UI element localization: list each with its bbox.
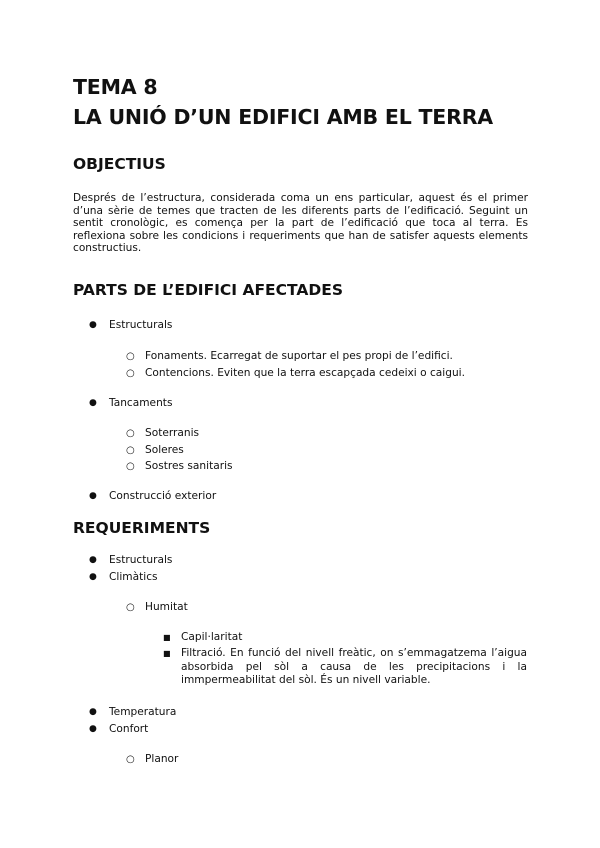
bullet-circle-icon: ○ — [126, 602, 135, 613]
bullet-square-icon: ■ — [163, 649, 171, 658]
bullet-circle-icon: ○ — [126, 351, 135, 362]
bullet-square-icon: ■ — [163, 633, 171, 642]
item-capillaritat: Capil·laritat — [181, 631, 243, 643]
item-filtracio: Filtració. En funció del nivell freàtic, on s’emmagatzema l’aigua absorbida pel sòl a causa de les precipitacions i la immpermeabilitat del sòl. És un nivell variable. — [181, 647, 527, 686]
bullet-dot-icon: ● — [89, 398, 97, 408]
bullet-dot-icon: ● — [89, 320, 97, 330]
bullet-circle-icon: ○ — [126, 754, 135, 765]
bullet-dot-icon: ● — [89, 724, 97, 734]
item-humitat: Humitat — [145, 601, 188, 613]
heading-parts: PARTS DE L’EDIFICI AFECTADES — [73, 281, 344, 299]
item-soterranis: Soterranis — [145, 427, 200, 439]
item-contencions: Contencions. Eviten que la terra escapçada cedeixi o caigui. — [145, 367, 465, 379]
bullet-dot-icon: ● — [89, 491, 97, 501]
bullet-dot-icon: ● — [89, 707, 97, 717]
document-title — [73, 72, 493, 132]
item-confort: Confort — [109, 723, 149, 735]
bullet-circle-icon: ○ — [126, 461, 135, 472]
bullet-dot-icon: ● — [89, 555, 97, 565]
item-sostres-sanitaris: Sostres sanitaris — [145, 460, 233, 472]
item-req-estructurals: Estructurals — [109, 554, 173, 566]
title-line-1: TEMA 8 — [73, 75, 158, 99]
item-construccio-exterior: Construcció exterior — [109, 490, 217, 502]
item-climatics: Climàtics — [109, 571, 158, 583]
heading-requeriments: REQUERIMENTS — [73, 519, 211, 537]
item-tancaments: Tancaments — [109, 397, 173, 409]
item-planor: Planor — [145, 753, 179, 765]
bullet-circle-icon: ○ — [126, 445, 135, 456]
bullet-circle-icon: ○ — [126, 368, 135, 379]
item-estructurals: Estructurals — [109, 319, 173, 331]
title-line-2: LA UNIÓ D’UN EDIFICI AMB EL TERRA — [73, 105, 493, 129]
heading-objectius: OBJECTIUS — [73, 155, 166, 173]
list-item — [163, 647, 528, 689]
objectius-paragraph: Després de l’estructura, considerada coma un ens particular, aquest és el primer d’una sèrie de temes que tracten de les diferents parts de l’edificació. Seguint un sentit cronològic, es comença per la part de l’edificació que toca al terra. Es reflexiona sobre les condicions i requeriments que han de satisfer aquests elements constructius. — [73, 192, 528, 255]
item-temperatura: Temperatura — [109, 706, 177, 718]
bullet-dot-icon: ● — [89, 572, 97, 582]
bullet-circle-icon: ○ — [126, 428, 135, 439]
item-fonaments: Fonaments. Ecarregat de suportar el pes propi de l’edifici. — [145, 350, 453, 362]
item-soleres: Soleres — [145, 444, 184, 456]
